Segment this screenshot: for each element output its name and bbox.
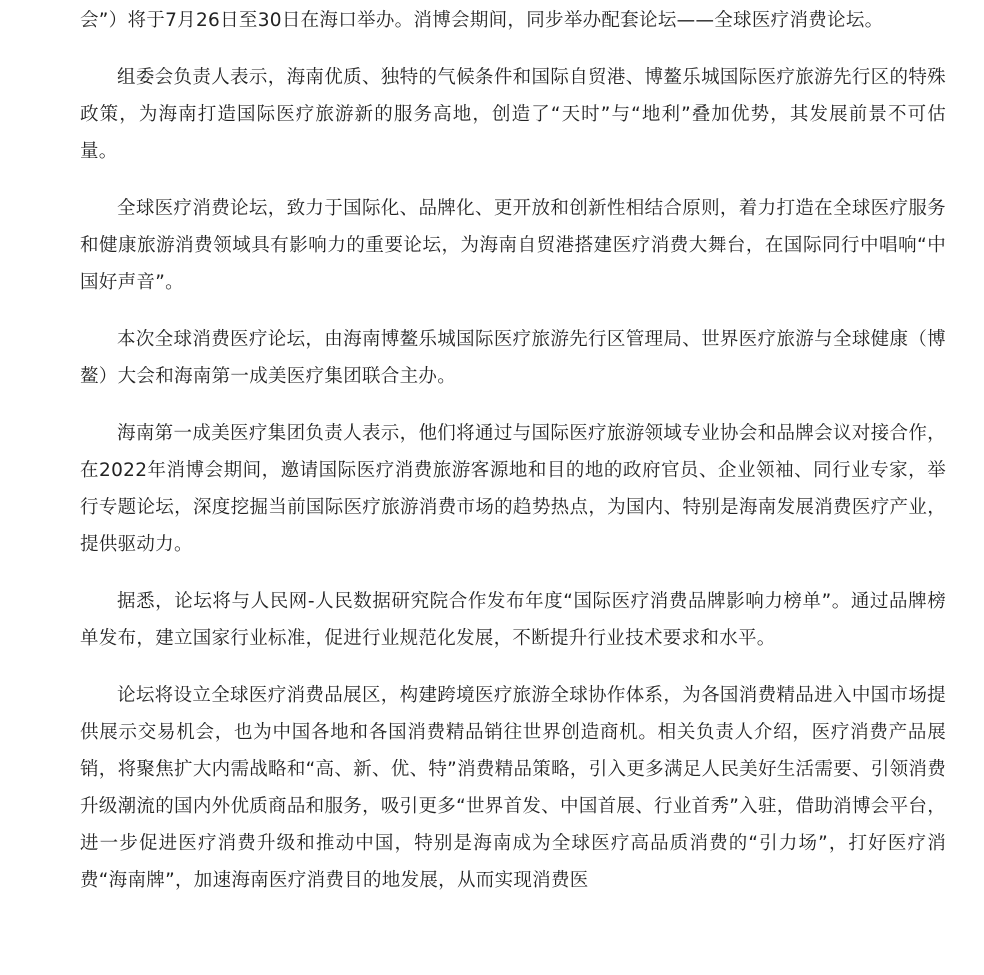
article-paragraph: 海南第一成美医疗集团负责人表示，他们将通过与国际医疗旅游领域专业协会和品牌会议对接合作，在2022年消博会期间，邀请国际医疗消费旅游客源地和目的地的政府官员、企业领袖、同行业专家，举行专题论坛，深度挖掘当前国际医疗旅游消费市场的趋势热点，为国内、特别是海南发展消费医疗产业，提供驱动力。	[80, 423, 946, 555]
article-paragraph-continued: 会”）将于7月26日至30日在海口举办。消博会期间，同步举办配套论坛——全球医疗消费论坛。	[80, 10, 884, 31]
article-paragraph: 论坛将设立全球医疗消费品展区，构建跨境医疗旅游全球协作体系，为各国消费精品进入中国市场提供展示交易机会，也为中国各地和各国消费精品销往世界创造商机。相关负责人介绍，医疗消费产品展销，将聚焦扩大内需战略和“高、新、优、特”消费精品策略，引入更多满足人民美好生活需要、引领消费升级潮流的国内外优质商品和服务，吸引更多“世界首发、中国首展、行业首秀”入驻，借助消博会平台，进一步促进医疗消费升级和推动中国，特别是海南成为全球医疗高品质消费的“引力场”，打好医疗消费“海南牌”，加速海南医疗消费目的地发展，从而实现消费医	[80, 685, 946, 891]
article-paragraph: 全球医疗消费论坛，致力于国际化、品牌化、更开放和创新性相结合原则，着力打造在全球医疗服务和健康旅游消费领域具有影响力的重要论坛，为海南自贸港搭建医疗消费大舞台，在国际同行中唱响“中国好声音”。	[80, 198, 946, 293]
article-paragraph: 据悉，论坛将与人民网-人民数据研究院合作发布年度“国际医疗消费品牌影响力榜单”。通过品牌榜单发布，建立国家行业标准，促进行业规范化发展，不断提升行业技术要求和水平。	[80, 591, 946, 649]
article-body	[80, 2, 946, 919]
article-paragraph: 组委会负责人表示，海南优质、独特的气候条件和国际自贸港、博鳌乐城国际医疗旅游先行区的特殊政策，为海南打造国际医疗旅游新的服务高地，创造了“天时”与“地利”叠加优势，其发展前景不可估量。	[80, 67, 946, 162]
article-paragraph: 本次全球消费医疗论坛，由海南博鳌乐城国际医疗旅游先行区管理局、世界医疗旅游与全球健康（博鳌）大会和海南第一成美医疗集团联合主办。	[80, 329, 946, 387]
